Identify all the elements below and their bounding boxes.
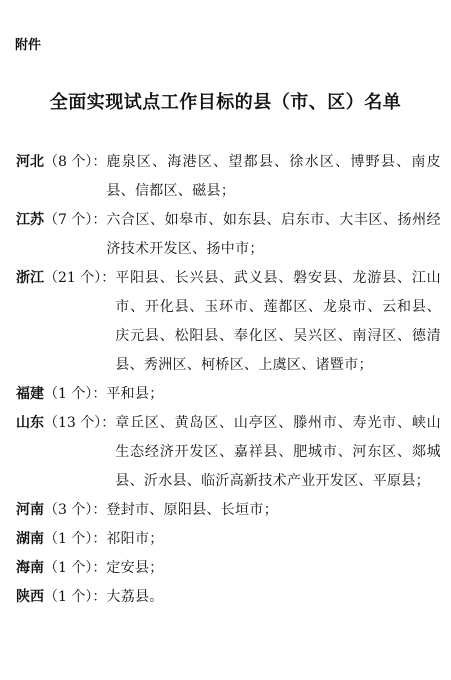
county-name: 登封市 bbox=[106, 502, 150, 518]
county-name: 庆元县 bbox=[115, 328, 160, 344]
county-name: 长垣市 bbox=[220, 502, 264, 518]
county-names: 定安县； bbox=[106, 560, 164, 576]
county-name: 黄岛区 bbox=[174, 415, 220, 431]
province-entry bbox=[16, 583, 441, 612]
county-name: 扬州经济技术开发区 bbox=[106, 212, 441, 257]
province-heading bbox=[16, 264, 115, 380]
county-name: 肥城市 bbox=[293, 444, 338, 460]
county-name: 开化县 bbox=[144, 299, 190, 315]
county-name: 原阳县 bbox=[163, 502, 207, 518]
province-name: 福建 bbox=[16, 386, 44, 402]
county-name: 六合区 bbox=[106, 212, 151, 228]
county-name: 诸暨市 bbox=[315, 357, 359, 373]
county-name: 信都区 bbox=[134, 183, 178, 199]
county-name: 临沂高新技术产业开发区 bbox=[201, 473, 359, 489]
province-entry bbox=[16, 380, 441, 409]
province-count: （1 个）： bbox=[44, 386, 107, 402]
province-name: 河南 bbox=[16, 502, 44, 518]
county-name: 望都县 bbox=[228, 154, 275, 170]
document-title: 全面实现试点工作目标的县（市、区）名单 bbox=[49, 92, 402, 113]
county-name: 平原县 bbox=[372, 473, 416, 489]
province-count: （21 个）： bbox=[44, 270, 116, 286]
county-name: 龙游县 bbox=[352, 270, 397, 286]
county-name: 博野县 bbox=[350, 154, 397, 170]
county-name: 松阳县 bbox=[174, 328, 220, 344]
province-entry bbox=[16, 496, 441, 525]
province-count: （13 个）： bbox=[44, 415, 116, 431]
county-name: 江山市 bbox=[115, 270, 441, 315]
province-heading bbox=[16, 525, 106, 554]
province-count: （8 个）： bbox=[44, 154, 107, 170]
province-count: （1 个）： bbox=[44, 531, 107, 547]
province-entry bbox=[16, 206, 441, 264]
county-name: 祁阳市 bbox=[106, 531, 150, 547]
county-name: 莲都区 bbox=[263, 299, 309, 315]
province-heading bbox=[16, 409, 115, 496]
county-name: 扬中市 bbox=[206, 241, 250, 257]
county-name: 鹿泉区 bbox=[106, 154, 153, 170]
county-name: 德清县 bbox=[115, 328, 441, 373]
county-name: 平阳县 bbox=[115, 270, 160, 286]
county-name: 龙泉市 bbox=[322, 299, 368, 315]
county-name: 海港区 bbox=[167, 154, 214, 170]
county-name: 南浔区 bbox=[352, 328, 397, 344]
county-list bbox=[16, 148, 441, 612]
province-name: 浙江 bbox=[16, 270, 44, 286]
county-names: 大荔县。 bbox=[106, 589, 164, 605]
province-heading bbox=[16, 496, 106, 525]
county-name: 大荔县 bbox=[106, 589, 150, 605]
county-name: 平和县 bbox=[106, 386, 150, 402]
county-names: 章丘区、黄岛区、山亭区、滕州市、寿光市、峡山生态经济开发区、嘉祥县、肥城市、河东区、郯城县、沂水县、临沂高新技术产业开发区、平原县； bbox=[115, 415, 441, 489]
county-names: 登封市、原阳县、长垣市； bbox=[106, 502, 279, 518]
province-count: （1 个）： bbox=[44, 589, 107, 605]
county-name: 滕州市 bbox=[293, 415, 338, 431]
province-name: 海南 bbox=[16, 560, 44, 576]
province-count: （1 个）： bbox=[44, 560, 107, 576]
county-name: 峡山生态经济开发区 bbox=[115, 415, 441, 460]
province-heading bbox=[16, 554, 106, 583]
province-name: 江苏 bbox=[16, 212, 44, 228]
county-name: 嘉祥县 bbox=[233, 444, 279, 460]
county-name: 沂水县 bbox=[143, 473, 187, 489]
county-name: 武义县 bbox=[233, 270, 279, 286]
province-entry bbox=[16, 264, 441, 380]
county-name: 山亭区 bbox=[233, 415, 279, 431]
attachment-label: 附件 bbox=[15, 38, 42, 53]
county-name: 奉化区 bbox=[233, 328, 279, 344]
province-name: 陕西 bbox=[16, 589, 44, 605]
county-name: 吴兴区 bbox=[293, 328, 338, 344]
county-names: 鹿泉区、海港区、望都县、徐水区、博野县、南皮县、信都区、磁县； bbox=[106, 154, 441, 199]
county-name: 南皮县 bbox=[106, 154, 441, 199]
county-name: 云和县 bbox=[382, 299, 427, 315]
county-name: 寿光市 bbox=[352, 415, 397, 431]
province-heading bbox=[16, 380, 106, 409]
county-name: 如皋市 bbox=[164, 212, 209, 228]
county-names: 平阳县、长兴县、武义县、磐安县、龙游县、江山市、开化县、玉环市、莲都区、龙泉市、云和县、庆元县、松阳县、奉化区、吴兴区、南浔区、德清县、秀洲区、柯桥区、上虞区、诸暨市； bbox=[115, 270, 441, 373]
county-name: 磐安县 bbox=[293, 270, 338, 286]
province-entry bbox=[16, 409, 441, 496]
county-names: 平和县； bbox=[106, 386, 164, 402]
county-name: 大丰区 bbox=[339, 212, 383, 228]
county-names: 六合区、如皋市、如东县、启东市、大丰区、扬州经济技术开发区、扬中市； bbox=[106, 212, 441, 257]
county-name: 秀洲区 bbox=[143, 357, 187, 373]
county-name: 长兴县 bbox=[174, 270, 220, 286]
county-name: 启东市 bbox=[281, 212, 325, 228]
province-name: 河北 bbox=[16, 154, 44, 170]
province-entry bbox=[16, 554, 441, 583]
province-heading bbox=[16, 148, 106, 206]
province-name: 山东 bbox=[16, 415, 44, 431]
province-heading bbox=[16, 583, 106, 612]
province-heading bbox=[16, 206, 106, 264]
province-name: 湖南 bbox=[16, 531, 44, 547]
county-name: 章丘区 bbox=[115, 415, 160, 431]
county-name: 河东区 bbox=[352, 444, 397, 460]
county-name: 徐水区 bbox=[289, 154, 336, 170]
county-names: 祁阳市； bbox=[106, 531, 164, 547]
county-name: 如东县 bbox=[222, 212, 267, 228]
province-count: （7 个）： bbox=[44, 212, 107, 228]
county-name: 玉环市 bbox=[204, 299, 249, 315]
province-entry bbox=[16, 148, 441, 206]
county-name: 郯城县 bbox=[115, 444, 441, 489]
county-name: 磁县 bbox=[192, 183, 221, 199]
province-count: （3 个）： bbox=[44, 502, 107, 518]
county-name: 柯桥区 bbox=[201, 357, 245, 373]
county-name: 定安县 bbox=[106, 560, 150, 576]
county-name: 上虞区 bbox=[258, 357, 302, 373]
province-entry bbox=[16, 525, 441, 554]
